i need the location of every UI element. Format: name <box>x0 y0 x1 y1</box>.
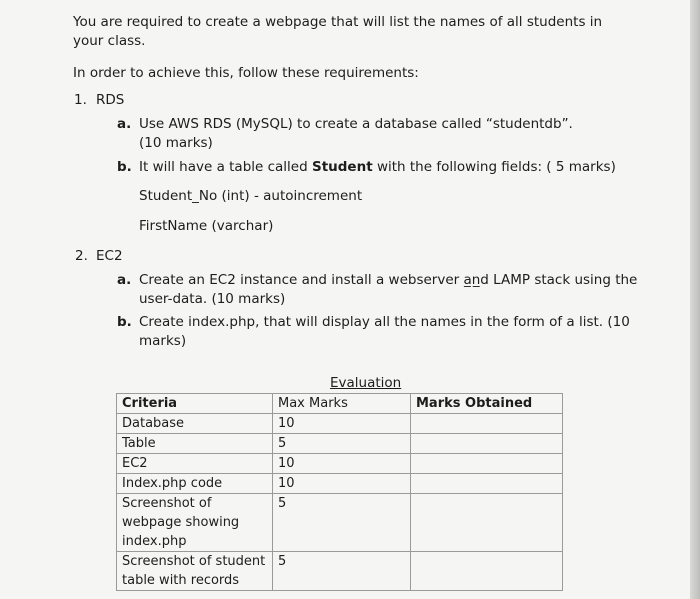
item-2a-line-2: user-data. (10 marks) <box>139 291 286 307</box>
item-2b-line-2: marks) <box>139 333 187 349</box>
table-row <box>117 494 563 552</box>
criteria-cell: Table <box>117 434 273 454</box>
criteria-cell: Database <box>117 414 273 434</box>
max-marks-cell: 5 <box>273 552 411 591</box>
max-marks-cell: 5 <box>273 434 411 454</box>
intro-line-2: your class. <box>73 33 146 49</box>
header-max-marks: Max Marks <box>273 394 411 414</box>
marks-obtained-cell <box>411 434 563 454</box>
evaluation-table <box>116 393 563 591</box>
evaluation-title: Evaluation <box>330 375 402 391</box>
item-1b-pre: It will have a table called <box>139 159 312 175</box>
item-1b-post: with the following fields: ( 5 marks) <box>372 159 616 175</box>
item-1b-bold: Student <box>311 159 373 175</box>
max-marks-cell: 5 <box>273 494 411 552</box>
table-row <box>117 414 563 434</box>
section-2-title: EC2 <box>96 248 123 264</box>
marks-obtained-cell <box>411 552 563 591</box>
intro-line-1: You are required to create a webpage that will list the names of all students in <box>73 14 603 30</box>
section-1-title: RDS <box>96 92 125 108</box>
max-marks-cell: 10 <box>273 454 411 474</box>
item-1b-letter: b. <box>117 159 132 175</box>
field-firstname: FirstName (varchar) <box>139 218 274 234</box>
table-row <box>117 474 563 494</box>
intro-line-3: In order to achieve this, follow these requirements: <box>73 65 419 81</box>
section-1-number: 1. <box>74 92 87 108</box>
criteria-cell: EC2 <box>117 454 273 474</box>
item-2b-line-1: Create index.php, that will display all the names in the form of a list. (10 <box>139 314 630 330</box>
item-1a-letter: a. <box>117 116 132 132</box>
table-header-row <box>117 394 563 414</box>
marks-obtained-cell <box>411 474 563 494</box>
header-marks-obtained: Marks Obtained <box>411 394 563 414</box>
table-row <box>117 552 563 591</box>
item-1b-text <box>139 158 616 177</box>
marks-obtained-cell <box>411 494 563 552</box>
header-criteria: Criteria <box>117 394 273 414</box>
item-2a-line-1: Create an EC2 instance and install a webserver a̲n̲d LAMP stack using the <box>139 272 638 288</box>
section-2-number: 2. <box>75 248 88 264</box>
item-1a-line-1: Use AWS RDS (MySQL) to create a database called “studentdb”. <box>139 116 573 132</box>
item-2b-letter: b. <box>117 314 132 330</box>
marks-obtained-cell <box>411 414 563 434</box>
criteria-cell: Screenshot of student table with records <box>117 552 273 591</box>
page-edge-shadow <box>690 0 700 599</box>
table-row <box>117 434 563 454</box>
max-marks-cell: 10 <box>273 414 411 434</box>
marks-obtained-cell <box>411 454 563 474</box>
item-2a-letter: a. <box>117 272 132 288</box>
criteria-cell: Index.php code <box>117 474 273 494</box>
criteria-cell: Screenshot of webpage showing index.php <box>117 494 273 552</box>
field-student-no: Student_No (int) - autoincrement <box>139 188 363 204</box>
max-marks-cell: 10 <box>273 474 411 494</box>
item-1a-line-2: (10 marks) <box>139 135 213 151</box>
table-row <box>117 454 563 474</box>
